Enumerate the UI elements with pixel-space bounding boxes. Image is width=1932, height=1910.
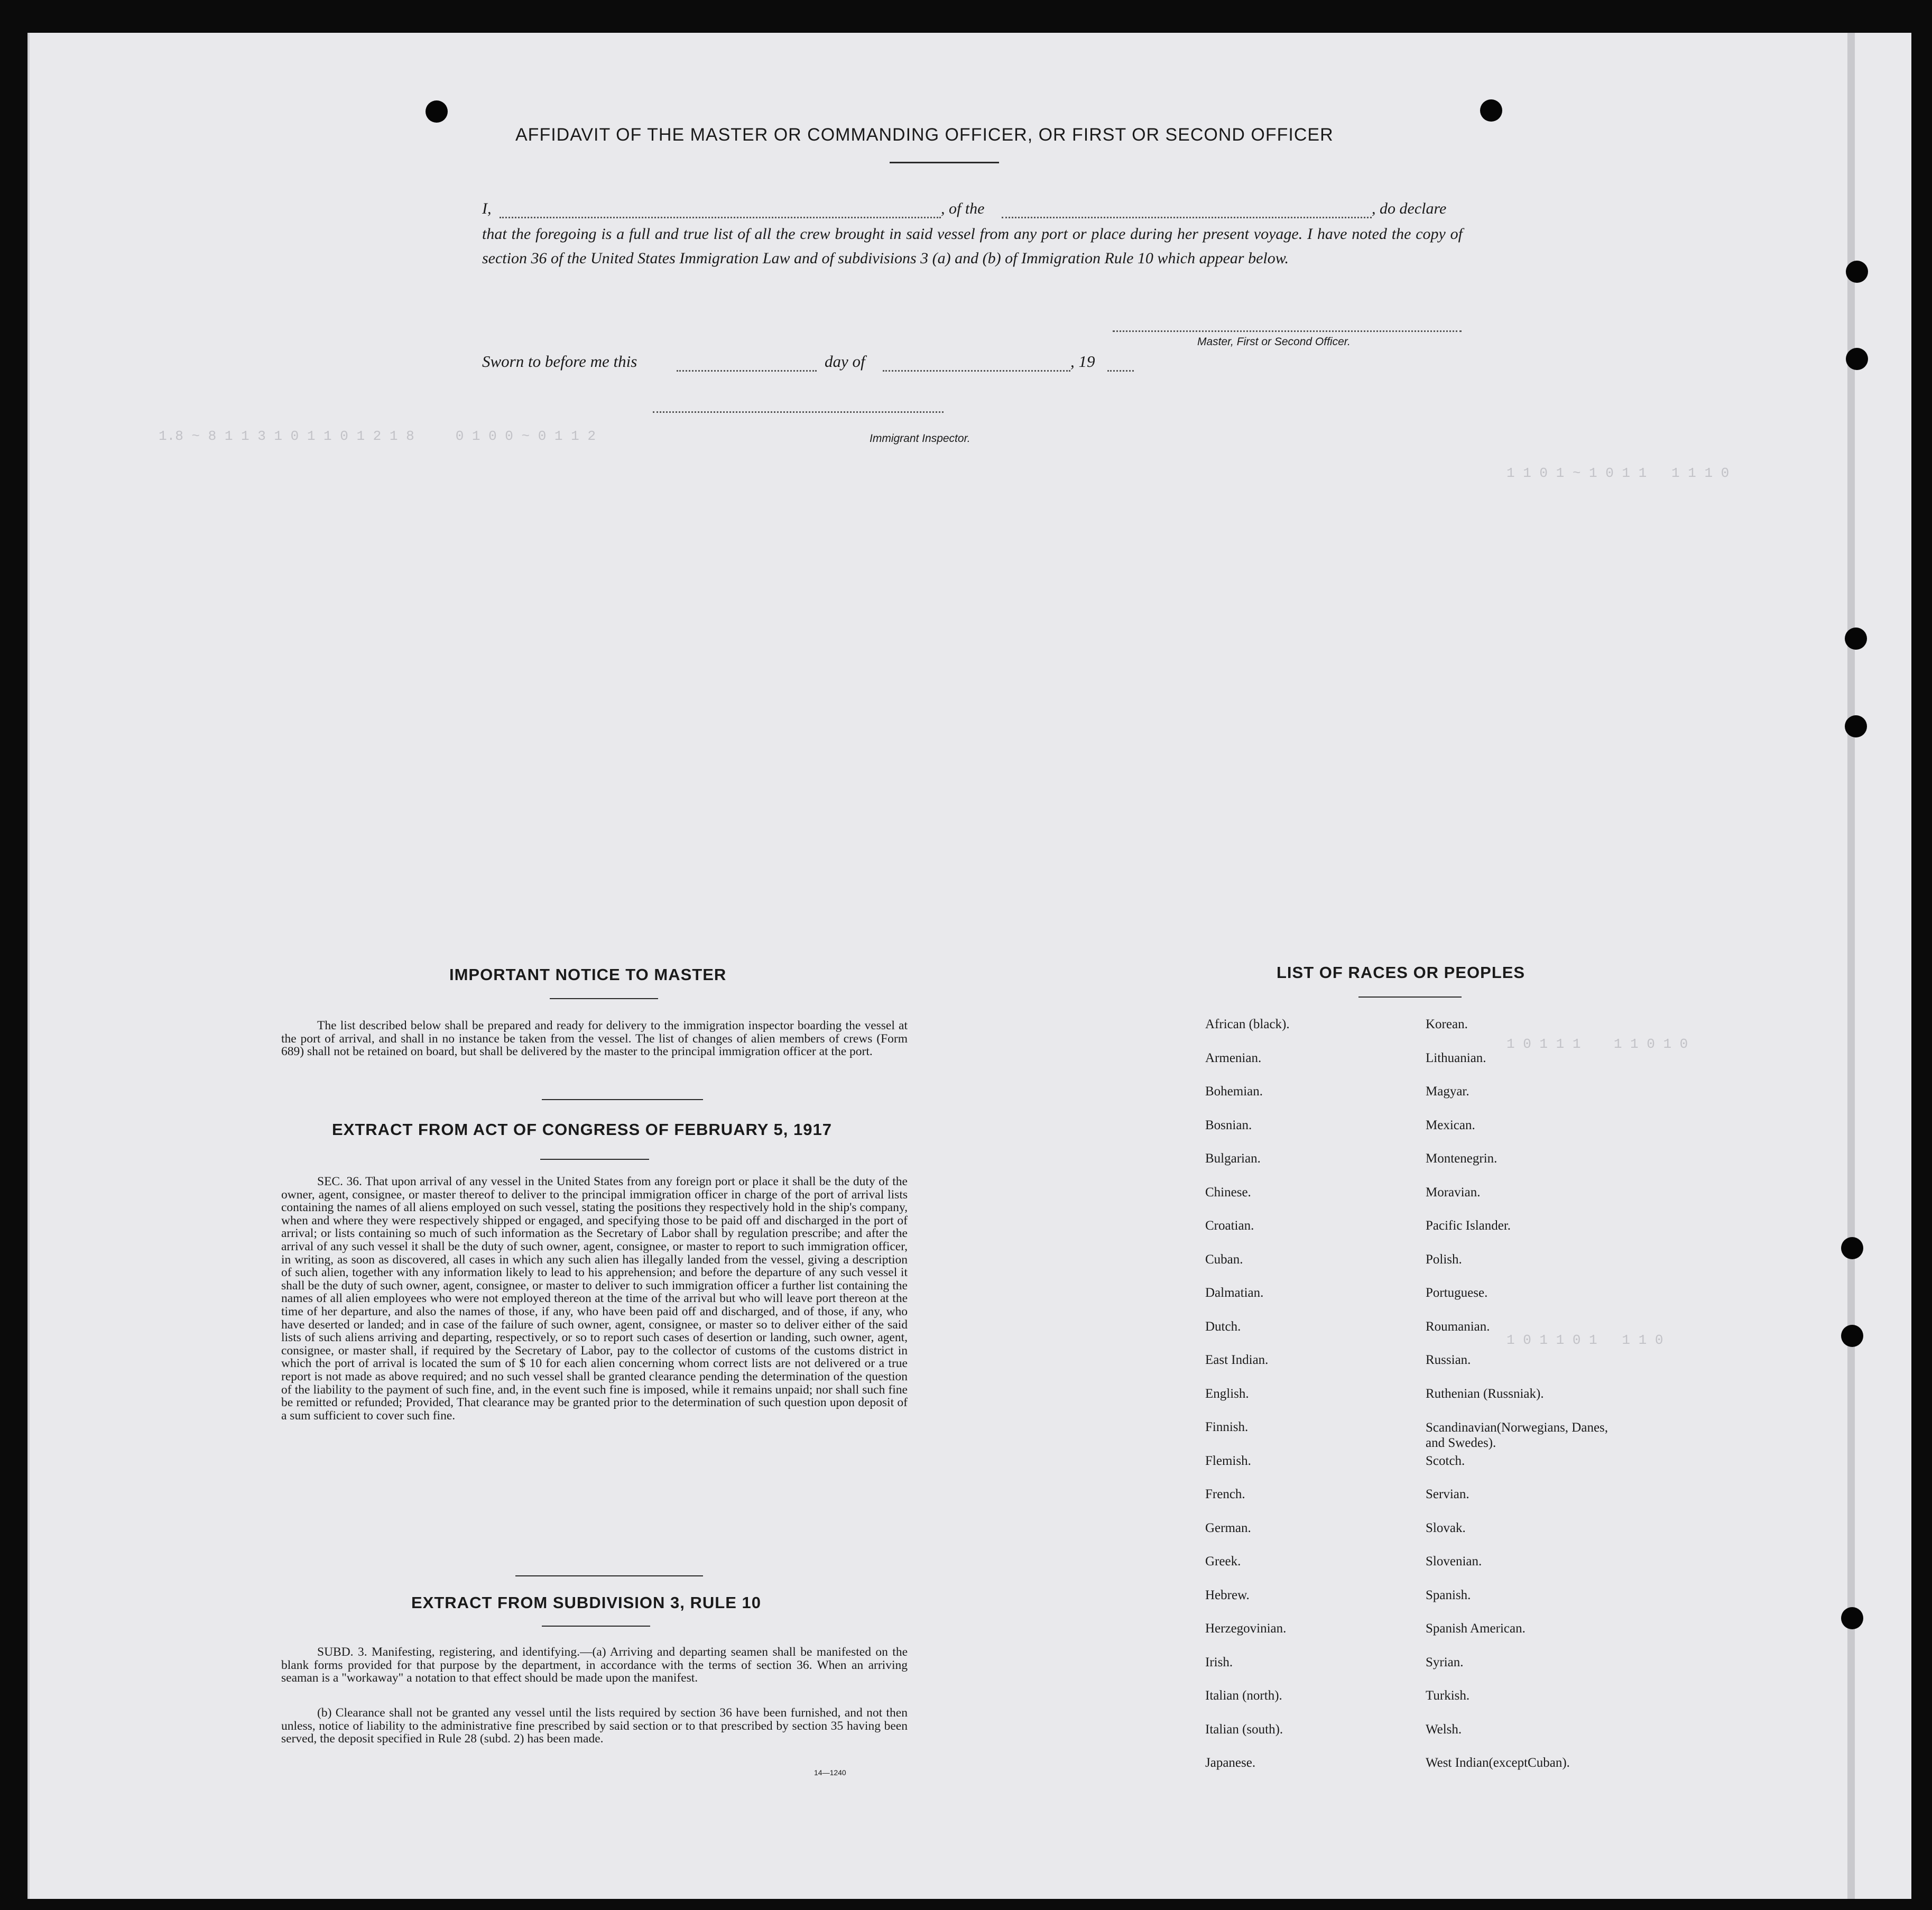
race-item: Portuguese.	[1426, 1286, 1488, 1300]
sworn-label: Sworn to before me this	[482, 352, 637, 371]
race-item: West Indian(exceptCuban).	[1426, 1756, 1570, 1770]
race-item: Dalmatian.	[1205, 1286, 1264, 1300]
race-item: Turkish.	[1426, 1688, 1470, 1703]
race-item: Spanish American.	[1426, 1621, 1526, 1636]
race-item: Roumanian.	[1426, 1319, 1490, 1334]
notice-title: IMPORTANT NOTICE TO MASTER	[449, 965, 727, 984]
race-item: Irish.	[1205, 1655, 1233, 1669]
race-item: Chinese.	[1205, 1185, 1251, 1199]
declarant-label: I,	[482, 200, 492, 217]
race-item: Bulgarian.	[1205, 1151, 1261, 1166]
bleed-through-text: 1 1 0 1 ~ 1 0 1 1 1 1 1 0	[1506, 465, 1730, 481]
rule-subdivision-a-text: SUBD. 3. Manifesting, registering, and identifying.—(a) Arriving and departing seamen shall be manifested on the blank forms provided for that purpose by the department, in accordance with the terms of section 36. When an arriving seaman is a "workaway" a notation to that effect should be made upon the manifest.	[281, 1645, 908, 1685]
punch-hole	[1846, 348, 1868, 370]
act-title: EXTRACT FROM ACT OF CONGRESS OF FEBRUARY 5, 1917	[332, 1120, 832, 1139]
of-the-label: , of the	[941, 200, 985, 217]
races-column-1	[1205, 1017, 1290, 1789]
race-item: Flemish.	[1205, 1453, 1251, 1468]
bleed-through-text: 1 0 1 1 0 1 1 1 0	[1506, 1332, 1663, 1348]
rule-title: EXTRACT FROM SUBDIVISION 3, RULE 10	[411, 1593, 761, 1612]
vessel-name-field[interactable]	[1002, 217, 1372, 218]
race-item: African (black).	[1205, 1017, 1290, 1031]
race-item: Ruthenian (Russniak).	[1426, 1386, 1544, 1401]
affidavit-title: AFFIDAVIT OF THE MASTER OR COMMANDING OFFICER, OR FIRST OR SECOND OFFICER	[515, 125, 1334, 145]
sworn-year-field[interactable]	[1107, 370, 1134, 372]
section-divider	[542, 1099, 703, 1100]
race-item: Bosnian.	[1205, 1118, 1252, 1132]
sworn-month-field[interactable]	[883, 370, 1070, 372]
punch-hole	[1845, 628, 1867, 650]
race-item: Slovenian.	[1426, 1554, 1482, 1568]
race-item: Italian (south).	[1205, 1722, 1283, 1737]
race-item: Scandinavian(Norwegians, Danes, and Swedes).	[1426, 1420, 1609, 1450]
race-item: Moravian.	[1426, 1185, 1481, 1199]
punch-hole	[1841, 1325, 1863, 1347]
race-item: Cuban.	[1205, 1252, 1243, 1267]
races-column-2	[1426, 1017, 1621, 1789]
race-item: Russian.	[1426, 1353, 1471, 1367]
act-section-36-text: SEC. 36. That upon arrival of any vessel in the United States from any foreign port or place it shall be the duty of the owner, agent, consignee, or master thereof to deliver to the principal immigration officer in charge of the port of arrival lists containing the names of all aliens employed on such vessel, stating the positions they respectively hold in the ship's company, when and where they were respectively shipped or engaged, and specifying those to be paid off and discharged in the port of arrival; or lists containing so much of such information as the Secretary of Labor shall by regulation prescribe; and after the arrival of any such vessel it shall be the duty of such owner, agent, consignee, or master to report to such immigration officer, in writing, as soon as discovered, all cases in which any such alien has illegally landed from the vessel, giving a description of such alien, together with any information likely to lead to his apprehension; and before the departure of any such vessel it shall be the duty of such owner, agent, consignee, or master to deliver to such immigration officer a further list containing the names of all alien employees who were not employed thereon at the time of the arrival but who will leave port thereon at the time of her departure, and also the names of those, if any, who have been paid off and discharged, and of those, if any, who have deserted or landed; and in case of the failure of such owner, agent, consignee, or master so to deliver either of the said lists of such aliens arriving and departing, respectively, or so to report such cases of desertion or landing, such owner, agent, consignee, or master shall, if required by the Secretary of Labor, pay to the collector of customs of the customs district in which the port of arrival is located the sum of $ 10 for each alien concerning whom correct lists are not delivered or a true report is not made as above required; and no such vessel shall be granted clearance pending the determination of the question of the liability to the payment of such fine, and, in the event such fine is imposed, while it remains unpaid; nor shall such fine be remitted or refunded; Provided, That clearance may be granted prior to the determination of such question upon deposit of a sum sufficient to cover such fine.	[281, 1175, 908, 1423]
rule-title-underline	[542, 1626, 650, 1627]
race-item: Slovak.	[1426, 1520, 1466, 1535]
notice-title-underline	[550, 998, 658, 999]
rule-subdivision-b-text: (b) Clearance shall not be granted any vessel until the lists required by section 36 have been furnished, and not then unless, notice of liability to the administrative fine prescribed by said section or to that prescribed by section 35 having been served, the deposit specified in Rule 28 (subd. 2) has been made.	[281, 1706, 908, 1746]
race-item: French.	[1205, 1487, 1245, 1501]
punch-hole	[1841, 1607, 1863, 1629]
inspector-label: Immigrant Inspector.	[870, 432, 970, 445]
do-declare-label: , do declare	[1372, 200, 1447, 217]
day-of-label: day of	[825, 352, 865, 371]
declaration-text: that the foregoing is a full and true list of all the crew brought in said vessel from any port or place during her present voyage. I have noted the copy of section 36 of the United States Immigration Law and of subdivisions 3 (a) and (b) of Immigration Rule 10 which appear below.	[482, 225, 1463, 267]
race-item: Magyar.	[1426, 1084, 1469, 1099]
punch-hole	[426, 100, 448, 123]
race-item: Lithuanian.	[1426, 1050, 1486, 1065]
race-item: Montenegrin.	[1426, 1151, 1497, 1166]
year-label: , 19	[1070, 352, 1095, 371]
race-item: Armenian.	[1205, 1050, 1262, 1065]
notice-text: The list described below shall be prepared and ready for delivery to the immigration inspector boarding the vessel at the port of arrival, and shall in no instance be taken from the vessel. The list of changes of alien members of crews (Form 689) shall not be retained on board, but shall be delivered by the master to the principal immigration officer at the port.	[281, 1019, 908, 1059]
race-item: German.	[1205, 1520, 1251, 1535]
race-item: Welsh.	[1426, 1722, 1462, 1737]
affidavit-title-underline	[890, 162, 999, 163]
sworn-day-field[interactable]	[677, 370, 817, 372]
punch-hole	[1846, 261, 1868, 283]
race-item: Scotch.	[1426, 1453, 1465, 1468]
race-item: Japanese.	[1205, 1756, 1256, 1770]
race-item: Hebrew.	[1205, 1588, 1250, 1602]
section-divider	[515, 1575, 703, 1576]
race-item: Greek.	[1205, 1554, 1241, 1568]
bleed-through-text: 1 0 1 1 1 1 1 0 1 0	[1506, 1036, 1688, 1052]
signature-label: Master, First or Second Officer.	[1197, 336, 1351, 348]
form-number: 14—1240	[814, 1768, 846, 1777]
races-title-underline	[1358, 996, 1462, 998]
race-item: Pacific Islander.	[1426, 1219, 1511, 1233]
punch-hole	[1841, 1237, 1863, 1259]
race-item: Dutch.	[1205, 1319, 1241, 1334]
punch-hole	[1480, 99, 1502, 122]
races-title: LIST OF RACES OR PEOPLES	[1277, 963, 1526, 982]
act-title-underline	[540, 1159, 649, 1160]
punch-hole	[1845, 715, 1867, 737]
race-item: Syrian.	[1426, 1655, 1464, 1669]
race-item: Spanish.	[1426, 1588, 1471, 1602]
race-item: Croatian.	[1205, 1219, 1254, 1233]
race-item: Korean.	[1426, 1017, 1468, 1031]
officer-signature-field[interactable]	[1113, 330, 1462, 332]
document-page	[27, 33, 1911, 1899]
bleed-through-text: 1.8 ~ 8 1 1 3 1 0 1 1 0 1 2 1 8 0 1 0 0 ~ 0 1 1 2	[159, 428, 596, 444]
race-item: East Indian.	[1205, 1353, 1269, 1367]
race-item: Bohemian.	[1205, 1084, 1263, 1099]
race-item: Herzegovinian.	[1205, 1621, 1287, 1636]
race-item: English.	[1205, 1386, 1249, 1401]
declarant-name-field[interactable]	[500, 217, 941, 218]
race-item: Italian (north).	[1205, 1688, 1282, 1703]
race-item: Polish.	[1426, 1252, 1462, 1267]
race-item: Mexican.	[1426, 1118, 1475, 1132]
race-item: Finnish.	[1205, 1420, 1249, 1434]
inspector-signature-field[interactable]	[653, 411, 944, 413]
race-item: Servian.	[1426, 1487, 1469, 1501]
